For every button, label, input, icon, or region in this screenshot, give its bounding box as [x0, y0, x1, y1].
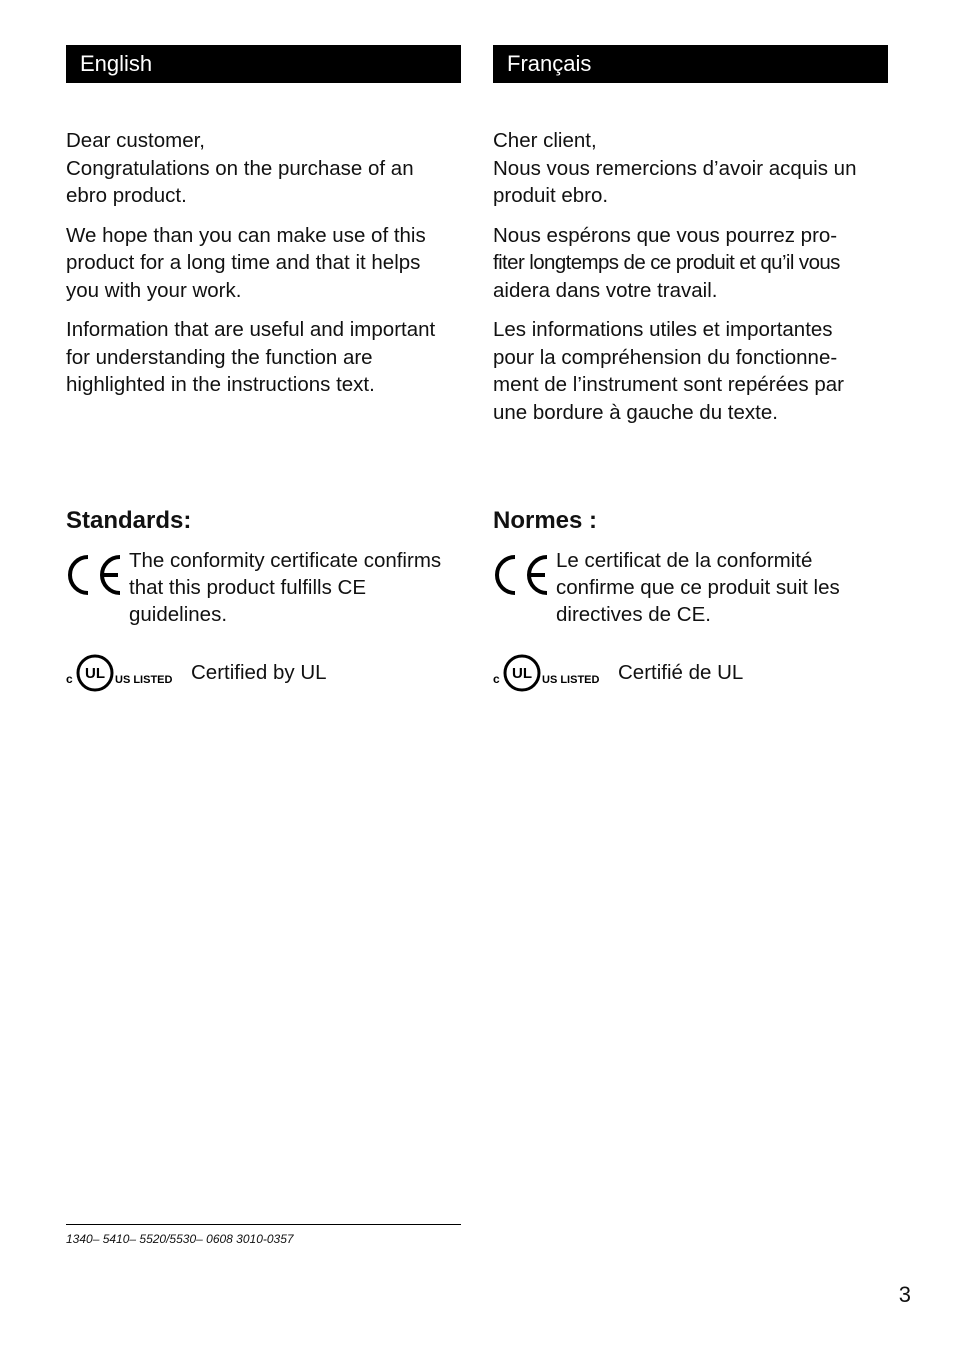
text-line: for understanding the function are [66, 345, 373, 369]
ul-description: Certifié de UL [618, 661, 744, 684]
text-line: aidera dans votre travail. [493, 278, 718, 302]
intro-paragraph-2 [493, 222, 888, 305]
ul-listed-icon [66, 653, 172, 693]
ul-listed-icon [493, 653, 599, 693]
text-line: Information that are useful and important [66, 318, 436, 341]
text-line: The conformity certificate confirms [129, 549, 442, 572]
ce-mark-icon [66, 553, 124, 597]
ul-logo-c-text: c [66, 672, 73, 686]
language-header-french: Français [493, 45, 888, 83]
page-number: 3 [898, 1282, 911, 1307]
text-line: product for a long time and that it helps [66, 251, 421, 274]
standards-heading: Normes : [493, 507, 598, 534]
ce-description [129, 547, 441, 628]
ul-logo-us-text: US LISTED [115, 674, 172, 686]
text-line: Les informations utiles et importantes [493, 318, 833, 341]
language-header-english: English [66, 45, 461, 83]
document-code: 1340– 5410– 5520/5530– 0608 3010-0357 [66, 1232, 294, 1246]
text-line: Dear customer, [66, 129, 205, 152]
ce-conformity-row [66, 547, 461, 628]
text-line: Nous espérons que vous pourrez pro- [493, 223, 838, 247]
ul-logo-ul-text: UL [512, 665, 532, 682]
text-line: directives de CE. [556, 603, 711, 626]
ul-description: Certified by UL [191, 661, 327, 684]
text-line: une bordure à gauche du texte. [493, 400, 778, 424]
text-line: that this product fulfills CE [129, 576, 366, 599]
text-line: ebro product. [66, 184, 187, 207]
text-line: fiter longtemps de ce produit et qu’il vous [493, 251, 840, 274]
ul-logo-us-text: US LISTED [542, 674, 599, 686]
intro-paragraph-2 [66, 222, 461, 305]
text-line: Le certificat de la conformité [556, 549, 813, 572]
ce-mark-icon [493, 553, 551, 597]
ul-certification-row [493, 653, 743, 693]
text-line: Cher client, [493, 129, 597, 152]
text-line: highlighted in the instructions text. [66, 373, 375, 396]
text-line: guidelines. [129, 603, 228, 626]
footer-divider [66, 1224, 461, 1225]
intro-paragraph-3 [493, 316, 888, 426]
intro-text-french [493, 127, 888, 426]
intro-paragraph-3 [66, 316, 461, 399]
ce-description [556, 547, 840, 628]
text-line: you with your work. [66, 278, 242, 302]
intro-text-english [66, 127, 461, 399]
ce-conformity-row [493, 547, 888, 628]
text-line: Nous vous remercions d’avoir acquis un [493, 156, 857, 180]
text-line: ment de l’instrument sont repérées par [493, 373, 844, 396]
intro-paragraph-1 [493, 127, 888, 210]
text-line: pour la compréhension du fonctionne- [493, 345, 838, 369]
standards-heading: Standards: [66, 507, 192, 534]
ul-logo-c-text: c [493, 672, 500, 686]
text-line: confirme que ce produit suit les [556, 576, 840, 599]
ul-logo-ul-text: UL [85, 665, 105, 682]
intro-paragraph-1 [66, 127, 461, 210]
text-line: We hope than you can make use of this [66, 223, 426, 247]
ul-certification-row [66, 653, 327, 693]
french-column [493, 45, 888, 686]
english-column [66, 45, 461, 686]
text-line: produit ebro. [493, 184, 609, 207]
text-line: Congratulations on the purchase of an [66, 156, 414, 180]
